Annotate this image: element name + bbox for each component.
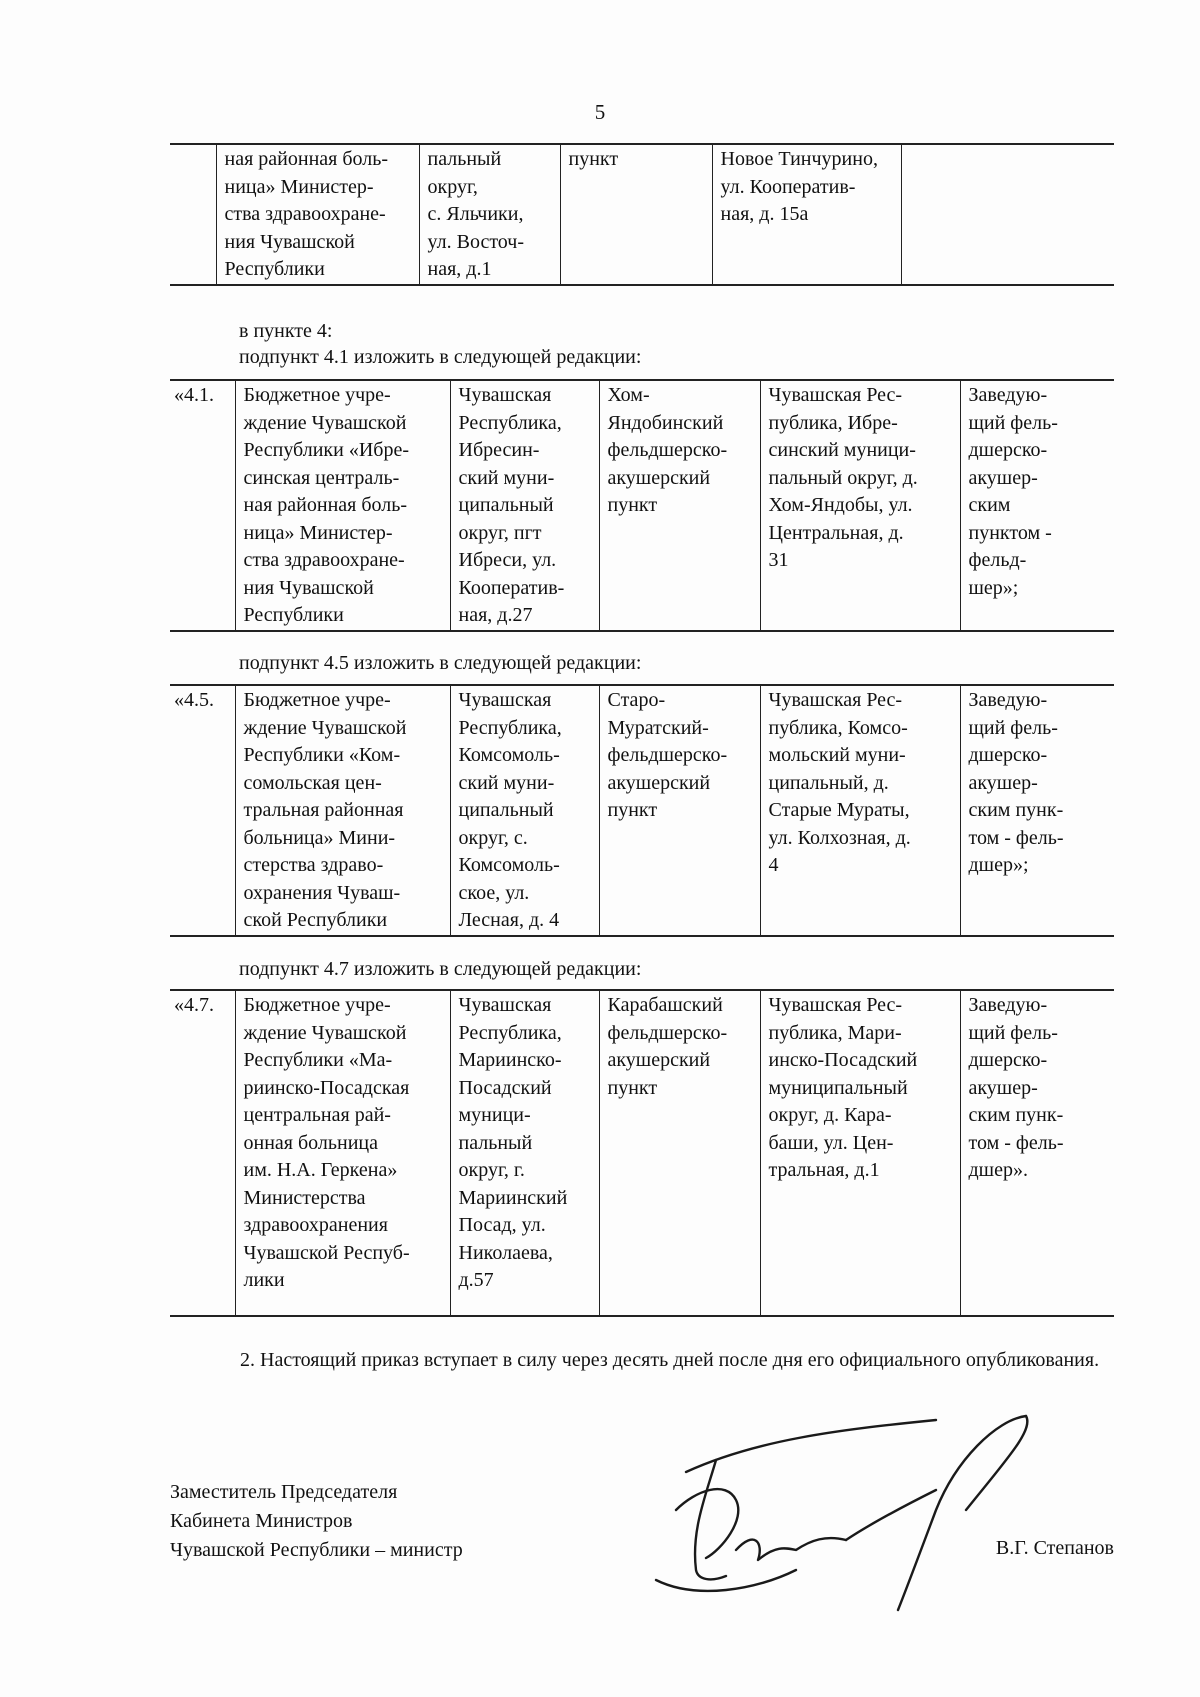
cell-num: «4.7. — [170, 990, 235, 1316]
cell-num — [170, 144, 216, 285]
cell-institution: Бюджетное учре- ждение Чувашской Республики «Ибре- синская централь- ная районная боль- ница» Министер- ства здравоохране- ния Чувашской Республики — [235, 380, 450, 631]
signatory-title-line: Кабинета Министров — [170, 1510, 353, 1532]
cell-unit: Хом- Яндобинский фельдшерско- акушерский пункт — [599, 380, 760, 631]
intro-subpoint-4-5: подпункт 4.5 изложить в следующей редакции: — [239, 652, 642, 674]
cell-unit: Старо- Муратский- фельдшерско- акушерский пункт — [599, 685, 760, 936]
section-4-5-table-block — [170, 684, 1114, 937]
section-4-1-intro — [170, 318, 1114, 370]
table-4-5 — [170, 684, 1114, 937]
cell-unit-address: Чувашская Рес- публика, Ибре- синский муници- пальный округ, д. Хом-Яндобы, ул. Центральная, д. 31 — [760, 380, 960, 631]
signatory-title — [170, 1478, 463, 1565]
intro-point-4: в пункте 4: — [239, 320, 333, 342]
cell-position: Заведую- щий фель- дшерско- акушер- ским пунктом - фельд- шер»; — [960, 380, 1114, 631]
cell-position: Заведую- щий фель- дшерско- акушер- ским пунк- том - фель- дшер». — [960, 990, 1114, 1316]
cell-institution: Бюджетное учре- ждение Чувашской Республики «Ком- сомольская цен- тральная районная больница» Мини- стерства здраво- охранения Чуваш- ской Республики — [235, 685, 450, 936]
table-row — [170, 990, 1114, 1316]
intro-subpoint-4-1: подпункт 4.1 изложить в следующей редакции: — [239, 346, 642, 368]
cell-address: пальный округ, с. Яльчики, ул. Восточ- ная, д.1 — [419, 144, 560, 285]
cell-address: Чувашская Республика, Мариинско- Посадский муници- пальный округ, г. Мариинский Посад, ул. Николаева, д.57 — [450, 990, 599, 1316]
cell-unit: пункт — [560, 144, 712, 285]
table-row — [170, 380, 1114, 631]
cell-position: Заведую- щий фель- дшерско- акушер- ским пунк- том - фель- дшер»; — [960, 685, 1114, 936]
cell-address: Чувашская Республика, Комсомоль- ский муни- ципальный округ, с. Комсомоль- ское, ул. Лесная, д. 4 — [450, 685, 599, 936]
cell-institution: ная районная боль- ница» Министер- ства здравоохране- ния Чувашской Республики — [216, 144, 419, 285]
continuation-table-block — [170, 143, 1114, 286]
cell-position — [901, 144, 1114, 285]
section-4-7-table-block — [170, 989, 1114, 1317]
table-4-1 — [170, 379, 1114, 632]
cell-institution: Бюджетное учре- ждение Чувашской Республики «Ма- риинско-Посадская центральная рай- онная больница им. Н.А. Геркена» Министерства здравоохранения Чувашской Респуб- лики — [235, 990, 450, 1316]
closing-paragraph: 2. Настоящий приказ вступает в силу через десять дней после дня его официального опубликования. — [240, 1349, 1100, 1371]
page-number: 5 — [594, 100, 606, 124]
cell-address: Чувашская Республика, Ибресин- ский муни- ципальный округ, пгт Ибреси, ул. Кооператив- ная, д.27 — [450, 380, 599, 631]
cell-num: «4.5. — [170, 685, 235, 936]
table-row — [170, 685, 1114, 936]
cell-unit-address: Чувашская Рес- публика, Мари- инско-Посадский муниципальный округ, д. Кара- баши, ул. Цен- тральная, д.1 — [760, 990, 960, 1316]
signatory-title-line: Заместитель Председателя — [170, 1481, 398, 1503]
signatory-title-line: Чувашской Республики – министр — [170, 1539, 463, 1561]
section-4-7-intro — [170, 956, 1114, 982]
cell-unit-address: Новое Тинчурино, ул. Кооператив- ная, д. 15а — [712, 144, 901, 285]
cell-num: «4.1. — [170, 380, 235, 631]
signatory-name: В.Г. Степанов — [995, 1537, 1114, 1559]
cell-unit: Карабашский фельдшерско- акушерский пункт — [599, 990, 760, 1316]
cell-unit-address: Чувашская Рес- публика, Комсо- мольский муни- ципальный, д. Старые Мураты, ул. Колхозная, д. 4 — [760, 685, 960, 936]
table-row — [170, 144, 1114, 285]
intro-subpoint-4-7: подпункт 4.7 изложить в следующей редакции: — [239, 958, 642, 980]
handwritten-signature — [636, 1400, 1066, 1620]
section-4-1-table-block — [170, 379, 1114, 632]
table-4-7 — [170, 989, 1114, 1317]
table-continuation — [170, 143, 1114, 286]
section-4-5-intro — [170, 650, 1114, 676]
